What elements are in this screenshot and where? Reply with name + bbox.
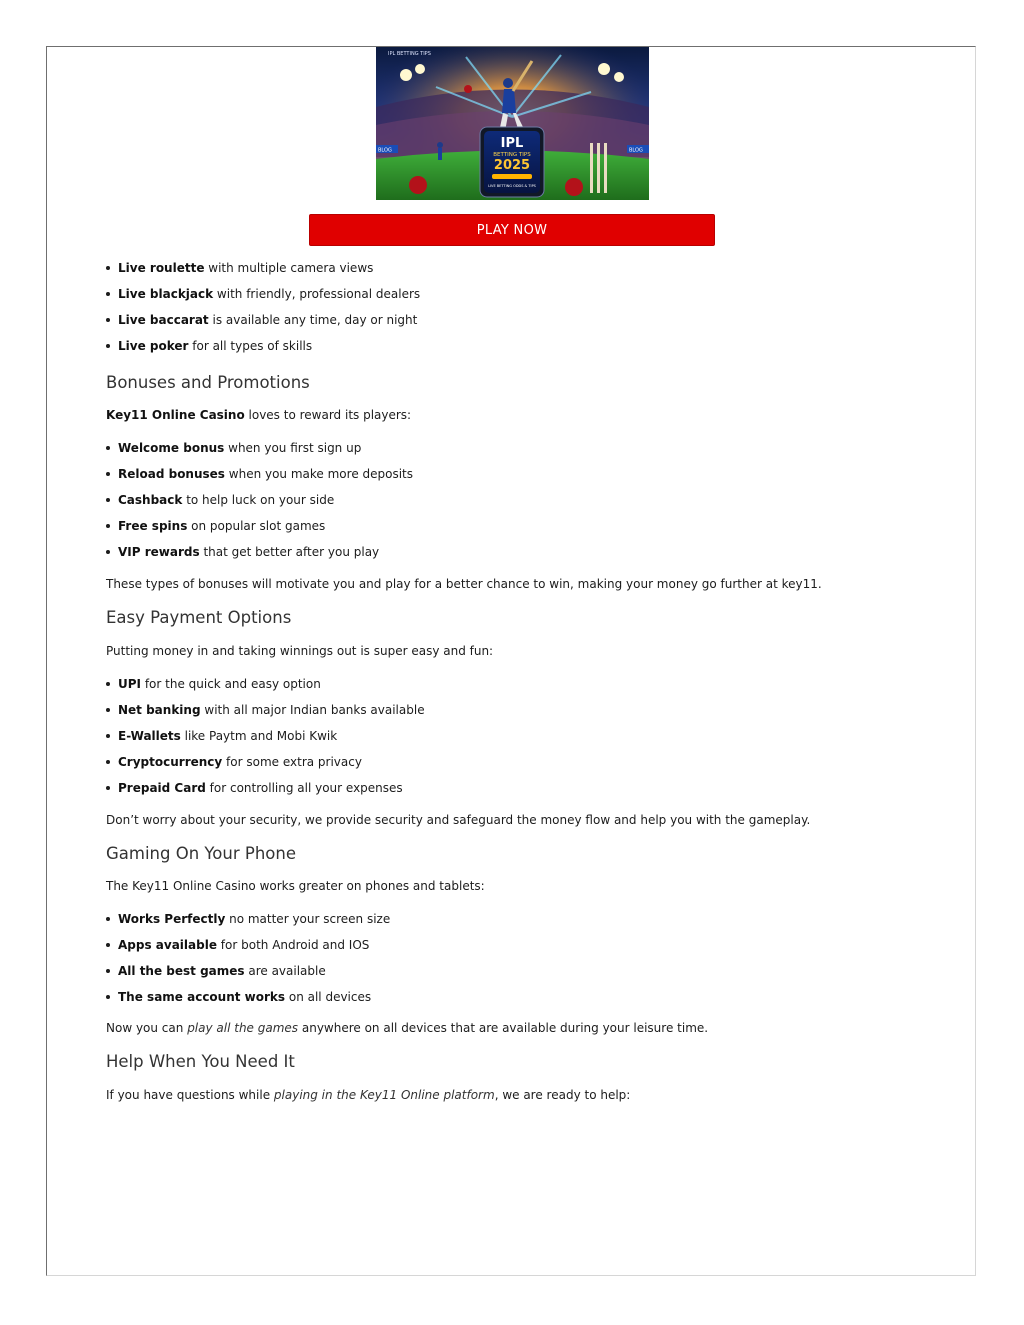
phone-subtitle-text: BETTING TIPS <box>493 152 531 158</box>
phone-outro: Now you can play all the games anywhere on all devices that are available during your leisure time. <box>106 1021 709 1035</box>
list-item: Net banking with all major Indian banks available <box>118 701 926 727</box>
phone-title-text: IPL <box>500 136 524 151</box>
help-intro: If you have questions while playing in the Key11 Online platform, we are ready to help: <box>106 1088 631 1102</box>
banner-top-text: IPL BETTING TIPS <box>388 51 431 57</box>
list-item: Cryptocurrency for some extra privacy <box>118 753 926 779</box>
live-games-list <box>106 259 926 361</box>
list-item: Live roulette with multiple camera views <box>118 259 926 285</box>
list-item: Works Perfectly no matter your screen size <box>118 910 926 936</box>
list-item: Live baccarat is available any time, day or night <box>118 311 926 337</box>
article-content <box>106 259 926 1104</box>
list-item: UPI for the quick and easy option <box>118 675 926 701</box>
play-now-button[interactable]: PLAY NOW <box>309 214 715 246</box>
phone-heading: Gaming On Your Phone <box>106 844 296 863</box>
bonuses-intro: Key11 Online Casino loves to reward its players: <box>106 408 412 422</box>
list-item: Live poker for all types of skills <box>118 337 926 361</box>
phone-intro: The Key11 Online Casino works greater on phones and tablets: <box>106 879 485 893</box>
list-item: Live blackjack with friendly, professional dealers <box>118 285 926 311</box>
list-item: E-Wallets like Paytm and Mobi Kwik <box>118 727 926 753</box>
list-item: Reload bonuses when you make more deposits <box>118 465 926 491</box>
list-item: Prepaid Card for controlling all your expenses <box>118 779 926 803</box>
right-blog-tag: BLOG <box>629 147 643 154</box>
list-item: All the best games are available <box>118 962 926 988</box>
payments-outro: Don’t worry about your security, we provide security and safeguard the money flow and help you with the gameplay. <box>106 813 811 827</box>
list-item: Apps available for both Android and IOS <box>118 936 926 962</box>
help-heading: Help When You Need It <box>106 1052 295 1071</box>
left-blog-tag: BLOG <box>378 147 392 154</box>
list-item: Free spins on popular slot games <box>118 517 926 543</box>
list-item: VIP rewards that get better after you play <box>118 543 926 567</box>
bonuses-heading: Bonuses and Promotions <box>106 373 310 392</box>
payments-list <box>106 675 926 803</box>
payments-intro: Putting money in and taking winnings out is super easy and fun: <box>106 644 494 658</box>
payments-heading: Easy Payment Options <box>106 608 292 627</box>
bonuses-outro: These types of bonuses will motivate you and play for a better chance to win, making your money go further at key11. <box>106 577 822 591</box>
list-item: Welcome bonus when you first sign up <box>118 439 926 465</box>
bonuses-list <box>106 439 926 567</box>
phone-footer-text: LIVE BETTING ODDS & TIPS <box>488 184 536 188</box>
phone-list <box>106 910 926 1012</box>
ipl-betting-tips-banner-image <box>376 47 649 200</box>
list-item: The same account works on all devices <box>118 988 926 1012</box>
phone-year-text: 2025 <box>493 158 531 173</box>
document-page <box>46 46 976 1276</box>
list-item: Cashback to help luck on your side <box>118 491 926 517</box>
